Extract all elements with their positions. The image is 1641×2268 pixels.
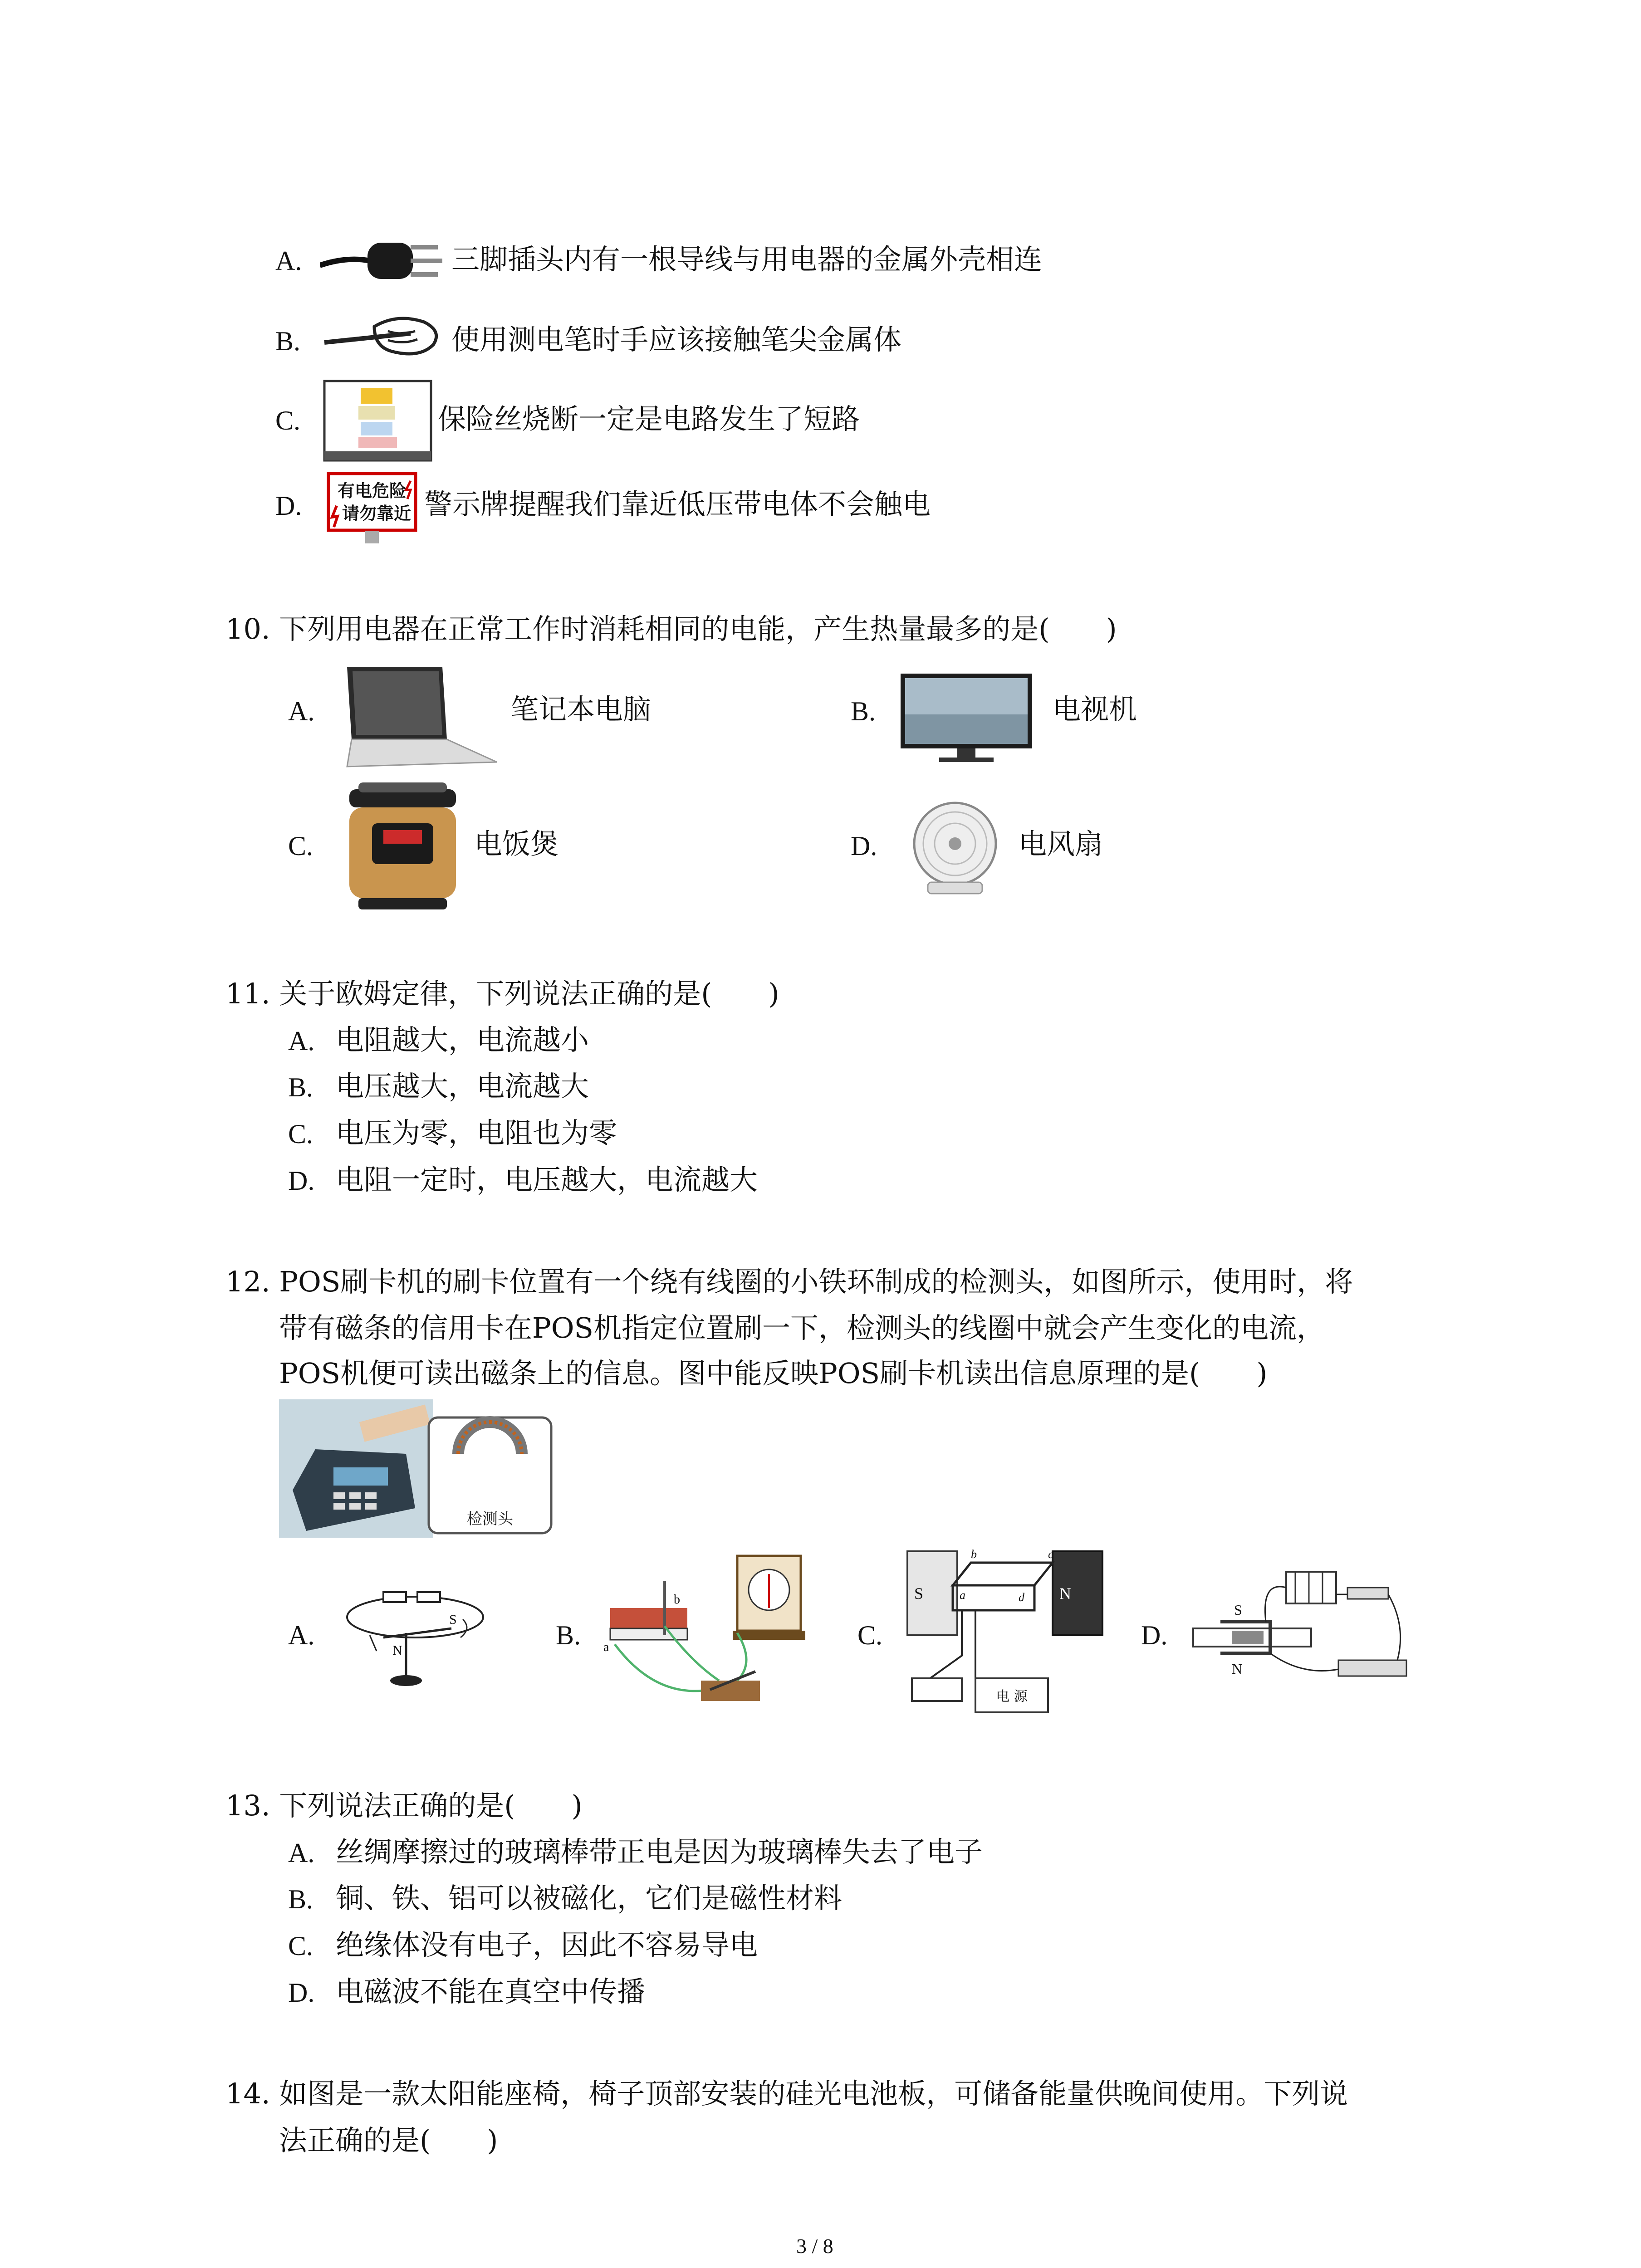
electromagnet-image — [1189, 1563, 1411, 1699]
q11-stem: 11. 关于欧姆定律，下列说法正确的是( ) — [225, 977, 779, 1010]
q12-line-1: 12. POS刷卡机的刷卡位置有一个绕有线圈的小铁环制成的检测头，如图所示，使用时，将 — [225, 1265, 1353, 1298]
q11-option-c-text: 电压为零，电阻也为零 — [336, 1116, 617, 1149]
q12-option-d-label: D. — [1141, 1620, 1168, 1650]
q10-option-d-text: 电风扇 — [1019, 827, 1103, 860]
oersted-experiment-image — [338, 1574, 488, 1692]
q13-stem: 13. 下列说法正确的是( ) — [225, 1789, 583, 1822]
q11-option-a-text: 电阻越大，电流越小 — [336, 1023, 589, 1056]
q9-option-b-label: B. — [275, 326, 301, 356]
q10-option-a-label: A. — [288, 696, 315, 726]
laptop-image — [338, 662, 501, 771]
q13-option-a-text: 丝绸摩擦过的玻璃棒带正电是因为玻璃棒失去了电子 — [336, 1835, 983, 1868]
wire-b-mark: b — [674, 1593, 680, 1607]
q14-line-1: 14. 如图是一款太阳能座椅，椅子顶部安装的硅光电池板，可储备能量供晚间使用。下列说 — [225, 2077, 1348, 2110]
q9-option-c-label: C. — [275, 406, 301, 435]
q11-option-b-text: 电压越大，电流越大 — [336, 1070, 589, 1103]
three-prong-plug-image — [320, 225, 451, 288]
q10-option-a-text: 笔记本电脑 — [510, 693, 652, 726]
fuse-box-image — [322, 379, 433, 465]
coil-d-mark: d — [1019, 1591, 1024, 1604]
q11-option-c-label: C. — [288, 1119, 314, 1149]
q11-option-a-label: A. — [288, 1026, 315, 1056]
q11-option-b-label: B. — [288, 1072, 314, 1102]
q10-option-c-label: C. — [288, 831, 314, 861]
wire-a-mark: a — [603, 1640, 609, 1654]
electromagnet-n-mark: N — [1232, 1661, 1243, 1677]
electromagnetic-induction-image — [601, 1554, 828, 1710]
q9-option-c-text: 保险丝烧断一定是电路发生了短路 — [438, 402, 860, 435]
q9-option-a-text: 三脚插头内有一根导线与用电器的金属外壳相连 — [451, 243, 1043, 276]
q13-option-b-label: B. — [288, 1884, 314, 1914]
q12-option-a-label: A. — [288, 1620, 315, 1650]
coil-a-mark: a — [960, 1589, 965, 1602]
q10-stem: 10. 下列用电器在正常工作时消耗相同的电能，产生热量最多的是( ) — [225, 612, 1117, 645]
power-source-label: 电 源 — [996, 1689, 1028, 1705]
q10-option-b-text: 电视机 — [1053, 693, 1137, 726]
rice-cooker-image — [340, 782, 465, 912]
q12-option-b-label: B. — [556, 1620, 581, 1650]
q11-option-d-label: D. — [288, 1166, 315, 1196]
test-pen-hand-image — [320, 308, 451, 367]
needle-s-mark: S — [449, 1612, 457, 1627]
q13-option-c-text: 绝缘体没有电子，因此不容易导电 — [336, 1928, 758, 1961]
q10-option-b-label: B. — [851, 696, 876, 726]
detector-label: 检测头 — [467, 1510, 513, 1528]
electromagnet-s-mark: S — [1234, 1602, 1242, 1618]
magnet-n-mark: N — [1059, 1584, 1071, 1603]
q9-option-a-label: A. — [275, 246, 302, 276]
television-image — [898, 671, 1034, 769]
q14-line-2: 法正确的是( ) — [279, 2124, 498, 2157]
q10-option-d-label: D. — [851, 831, 877, 861]
q13-option-c-label: C. — [288, 1931, 314, 1961]
q10-option-c-text: 电饭煲 — [474, 827, 559, 860]
coil-c-mark: c — [1048, 1548, 1053, 1561]
q9-option-b-text: 使用测电笔时手应该接触笔尖金属体 — [451, 323, 902, 356]
svg-text:有电危险: 有电危险 — [337, 481, 407, 501]
electric-fan-image — [901, 801, 1009, 896]
q13-option-b-text: 铜、铁、铝可以被磁化，它们是磁性材料 — [336, 1882, 843, 1915]
svg-text:请勿靠近: 请勿靠近 — [342, 503, 411, 523]
pos-machine-figure — [279, 1399, 556, 1538]
q12-option-c-label: C. — [857, 1620, 883, 1650]
warning-sign-image — [327, 472, 417, 544]
magnet-s-mark: S — [914, 1584, 924, 1603]
q12-line-3: POS机便可读出磁条上的信息。图中能反映POS刷卡机读出信息原理的是( ) — [279, 1357, 1268, 1390]
q12-line-2: 带有磁条的信用卡在POS机指定位置刷一下，检测头的线圈中就会产生变化的电流， — [279, 1311, 1325, 1344]
page-number: 3 / 8 — [796, 2234, 833, 2258]
q11-option-d-text: 电阻一定时，电压越大，电流越大 — [336, 1163, 758, 1196]
q13-option-a-label: A. — [288, 1838, 315, 1868]
coil-b-mark: b — [971, 1548, 977, 1561]
q9-option-d-label: D. — [275, 491, 302, 521]
motor-principle-image — [903, 1542, 1112, 1717]
needle-n-mark: N — [392, 1643, 402, 1658]
q13-option-d-label: D. — [288, 1978, 315, 2008]
q13-option-d-text: 电磁波不能在真空中传播 — [336, 1975, 646, 2008]
q9-option-d-text: 警示牌提醒我们靠近低压带电体不会触电 — [424, 488, 931, 521]
